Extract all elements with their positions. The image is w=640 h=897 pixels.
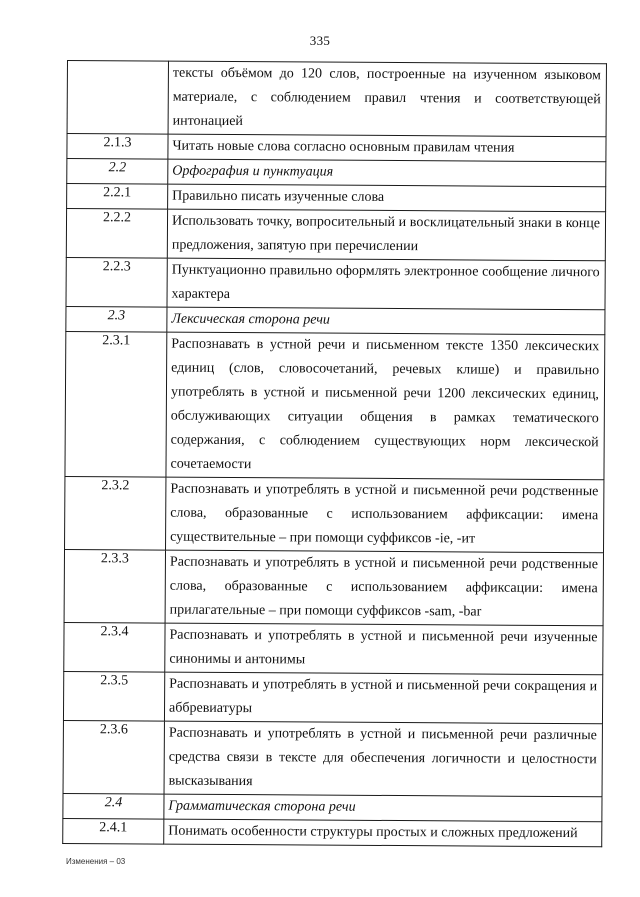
table-row [66, 209, 605, 261]
row-text: Понимать особенности структуры простых и сложных предложений [164, 819, 602, 847]
row-number: 2.3.1 [65, 331, 167, 477]
row-text: Правильно писать изученные слова [168, 184, 606, 212]
row-text: Распознавать и употреблять в устной и письменной речи родственные слова, образованные с использованием аффиксации: имена прилагательные – при помощи суффиксов -sam, -bar [165, 550, 603, 626]
row-number: 2.3.3 [64, 549, 165, 623]
table-row [63, 720, 602, 796]
table-row [65, 331, 605, 479]
row-number: 2.3.4 [64, 622, 165, 672]
page-number: 335 [309, 33, 331, 48]
table-row [65, 476, 604, 552]
row-text: Распознавать и употреблять в устной и письменной речи сокращения и аббревиатуры [164, 672, 602, 724]
row-number [67, 61, 168, 135]
row-text: Распознавать и употреблять в устной и письменной речи родственные слова, образованные с использованием аффиксации: имена существительные – при помощи суффиксов -ie, -ит [166, 477, 604, 553]
row-text: тексты объёмом до 120 слов, построенные на изученном языковом материале, с соблюдением правил чтения и соответствующей интонацией [168, 61, 606, 137]
row-number: 2.2.2 [66, 209, 167, 259]
requirements-table [62, 60, 607, 847]
section-title: Лексическая сторона речи [167, 307, 605, 335]
row-text: Распознавать и употреблять в устной и письменной речи различные средства связи в тексте для обеспечения логичности и целостности высказывания [164, 721, 602, 797]
row-text: Пунктуационно правильно оформлять электронное сообщение личного характера [167, 258, 605, 310]
row-text: Читать новые слова согласно основным правилам чтения [168, 134, 606, 162]
row-number: 2.3.2 [65, 476, 166, 550]
row-text: Использовать точку, вопросительный и восклицательный знаки в конце предложения, запятую при перечислении [167, 209, 605, 261]
row-number: 2.4 [63, 793, 164, 819]
section-title: Орфография и пунктуация [168, 159, 606, 187]
row-number: 2.2.3 [66, 257, 167, 307]
row-number: 2.3.5 [63, 671, 164, 721]
row-number: 2.1.3 [67, 134, 168, 160]
footer-note: Изменения – 03 [66, 857, 126, 866]
table-row [63, 671, 602, 723]
table-row [66, 257, 605, 309]
row-number: 2.4.1 [63, 818, 164, 844]
row-text: Распознавать и употреблять в устной и письменной речи изученные синонимы и антонимы [165, 623, 603, 675]
row-number: 2.3.6 [63, 720, 164, 794]
table-row [64, 549, 603, 625]
table-row [67, 184, 606, 212]
row-number: 2.2 [67, 159, 168, 185]
table-body [63, 61, 607, 847]
table-row [67, 134, 606, 162]
row-number: 2.3 [66, 306, 167, 332]
row-number: 2.2.1 [67, 184, 168, 210]
table-section-row [66, 306, 605, 334]
table-section-row [63, 793, 602, 821]
table-row [63, 818, 602, 846]
table-section-row [67, 159, 606, 187]
table-row [64, 622, 603, 674]
table-row [67, 61, 606, 137]
row-text: Распознавать в устной речи и письменном тексте 1350 лексических единиц (слов, словосочетаний, речевых клише) и правильно употреблять в устной и письменной речи 1200 лексических единиц, обслуживающих ситуации общения в рамках тематического содержания, с соблюдением существующих норм лексической сочетаемости [166, 332, 605, 480]
section-title: Грамматическая сторона речи [164, 794, 602, 822]
